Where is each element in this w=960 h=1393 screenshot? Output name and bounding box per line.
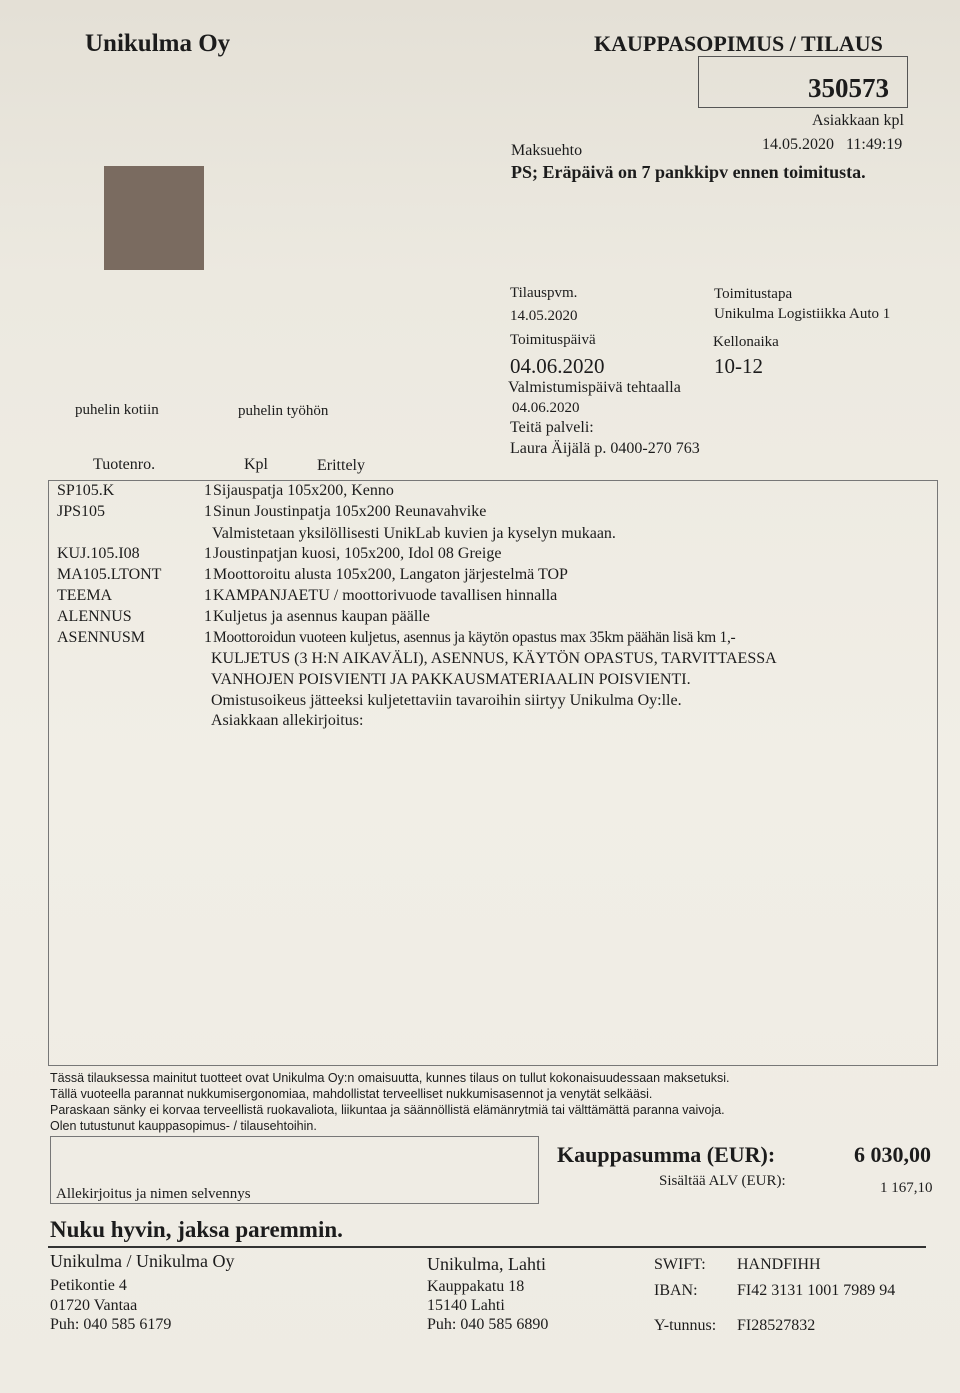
footer-lahti-city: 15140 Lahti (427, 1297, 505, 1314)
table-row (57, 545, 937, 566)
item-desc: Sinun Joustinpatja 105x200 Reunavahvike (213, 503, 487, 520)
terms-line: Tässä tilauksessa mainitut tuotteet ovat Unikulma Oy:n omaisuutta, kunnes tilaus on tullut kokonaisuudessaan maksetuksi. (50, 1071, 730, 1085)
item-code: SP105.K (57, 482, 115, 499)
item-code: MA105.LTONT (57, 566, 162, 583)
served-by: Laura Äijälä p. 0400-270 763 (510, 440, 700, 457)
col-header-code: Tuotenro. (93, 456, 156, 473)
company-name: Unikulma Oy (85, 30, 231, 57)
swift-label: SWIFT: (654, 1256, 706, 1273)
vat-value: 1 167,10 (880, 1180, 933, 1196)
item-code: KUJ.105.I08 (57, 545, 140, 562)
iban-value: FI42 3131 1001 7989 94 (737, 1282, 896, 1299)
item-qty: 1 (204, 503, 212, 520)
vat-label: Sisältää ALV (EUR): (659, 1173, 786, 1189)
ytunnus-value: FI28527832 (737, 1317, 816, 1334)
table-row (57, 587, 937, 608)
col-header-desc: Erittely (317, 457, 365, 474)
terms-line: Paraskaan sänky ei korvaa terveellistä ruokavaliota, liikuntaa ja säännöllistä elämänrytmiä tai välttämättä paranna vaivoja. (50, 1103, 725, 1117)
item-code: TEEMA (57, 587, 113, 604)
item-qty: 1 (204, 608, 212, 625)
item-desc: Moottoroidun vuoteen kuljetus, asennus ja käytön opastus max 35km päähän lisä km 1,- (213, 629, 736, 646)
table-row (57, 566, 937, 587)
delivery-time: 10-12 (714, 354, 763, 378)
ytunnus-label: Y-tunnus: (654, 1317, 717, 1334)
phone-work-label: puhelin työhön (238, 403, 329, 419)
copy-label: Asiakkaan kpl (812, 112, 904, 129)
delivery-date-label: Toimituspäivä (510, 332, 596, 348)
redacted-customer-area (104, 166, 204, 270)
iban-label: IBAN: (654, 1282, 698, 1299)
order-date-label: Tilauspvm. (510, 285, 578, 301)
customer-signature-note: Asiakkaan allekirjoitus: (211, 712, 364, 729)
ownership-note: Omistusoikeus jätteeksi kuljetettaviin tavaroihin siirtyy Unikulma Oy:lle. (211, 692, 682, 709)
item-qty: 1 (204, 587, 212, 604)
swift-value: HANDFIHH (737, 1256, 821, 1273)
print-date: 14.05.2020 (762, 136, 834, 153)
total-value: 6 030,00 (854, 1142, 931, 1167)
col-header-qty: Kpl (244, 456, 268, 473)
signature-label: Allekirjoitus ja nimen selvennys (56, 1186, 251, 1202)
payment-label: Maksuehto (511, 142, 583, 159)
order-number: 350573 (808, 73, 889, 103)
table-row (57, 525, 937, 546)
delivery-note: KULJETUS (3 H:N AIKAVÄLI), ASENNUS, KÄYTÖN OPASTUS, TARVITTAESSA (211, 650, 777, 667)
table-row (57, 608, 937, 629)
item-desc: Moottoroitu alusta 105x200, Langaton järjestelmä TOP (213, 566, 568, 583)
time-label: Kellonaika (713, 334, 779, 350)
footer-vantaa-name: Unikulma / Unikulma Oy (50, 1251, 235, 1271)
total-label: Kauppasumma (EUR): (557, 1142, 776, 1167)
item-code: ALENNUS (57, 608, 132, 625)
print-time: 11:49:19 (846, 136, 903, 153)
footer-vantaa-city: 01720 Vantaa (50, 1297, 138, 1314)
delivery-method: Unikulma Logistiikka Auto 1 (714, 306, 891, 322)
delivery-date: 04.06.2020 (510, 354, 605, 378)
delivery-note: VANHOJEN POISVIENTI JA PAKKAUSMATERIAALIN POISVIENTI. (211, 671, 691, 688)
item-code: ASENNUSM (57, 629, 146, 646)
delivery-method-label: Toimitustapa (714, 286, 793, 302)
item-qty: 1 (204, 545, 212, 562)
footer-lahti-name: Unikulma, Lahti (427, 1254, 546, 1274)
item-desc: Sijauspatja 105x200, Kenno (213, 482, 394, 499)
footer-divider (48, 1246, 926, 1248)
payment-terms: PS; Eräpäivä on 7 pankkipv ennen toimitusta. (511, 162, 866, 182)
item-qty: 1 (204, 629, 212, 646)
slogan: Nuku hyvin, jaksa paremmin. (50, 1217, 343, 1242)
footer-vantaa-street: Petikontie 4 (50, 1277, 127, 1294)
item-desc: KAMPANJAETU / moottorivuode tavallisen hinnalla (213, 587, 558, 604)
item-desc: Kuljetus ja asennus kaupan päälle (213, 608, 430, 625)
factory-date-label: Valmistumispäivä tehtaalla (508, 379, 681, 396)
table-row (57, 503, 937, 524)
document-title: KAUPPASOPIMUS / TILAUS (594, 31, 883, 56)
phone-home-label: puhelin kotiin (75, 402, 159, 418)
table-row (57, 482, 937, 503)
footer-lahti-street: Kauppakatu 18 (427, 1278, 525, 1295)
item-qty: 1 (204, 566, 212, 583)
served-by-label: Teitä palveli: (510, 419, 594, 436)
order-date: 14.05.2020 (510, 308, 578, 324)
item-code: JPS105 (57, 503, 106, 520)
terms-line: Tällä vuoteella parannat nukkumisergonomiaa, mahdollistat terveelliset nukkumisasennot ja venytät selkääsi. (50, 1087, 653, 1101)
item-desc: Valmistetaan yksilöllisesti UnikLab kuvien ja kyselyn mukaan. (212, 525, 616, 542)
item-qty: 1 (204, 482, 212, 499)
footer-lahti-phone: Puh: 040 585 6890 (427, 1316, 549, 1333)
footer-vantaa-phone: Puh: 040 585 6179 (50, 1316, 172, 1333)
factory-date: 04.06.2020 (512, 400, 580, 416)
terms-line: Olen tutustunut kauppasopimus- / tilausehtoihin. (50, 1119, 317, 1133)
table-row (57, 629, 937, 650)
item-desc: Joustinpatjan kuosi, 105x200, Idol 08 Greige (213, 545, 502, 562)
